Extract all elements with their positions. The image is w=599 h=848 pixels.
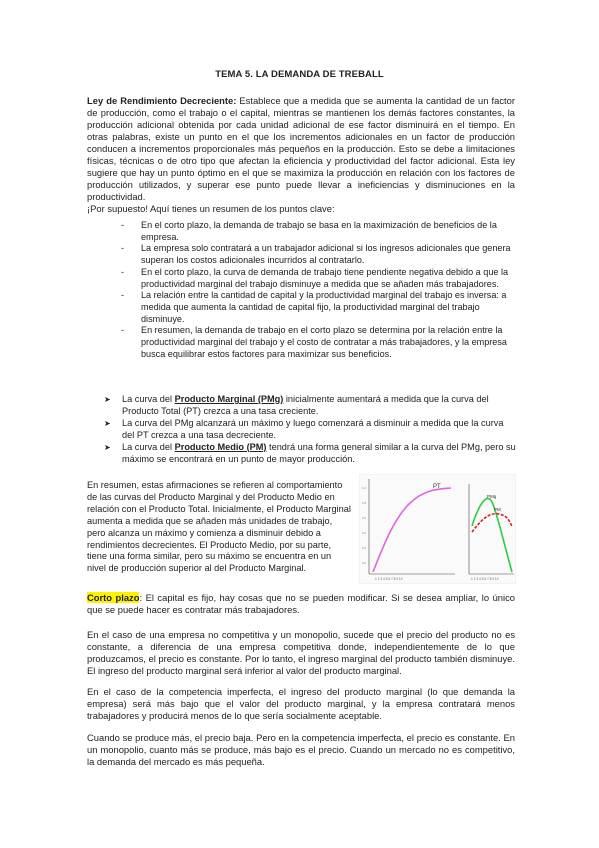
term-pm: Producto Medio (PM) (174, 441, 267, 452)
list-item: - En el corto plazo, la curva de demanda de trabajo tiene pendiente negativa debido a que la productividad marginal del trabajo disminuye a medida que se añaden más trabajadores. (121, 266, 509, 289)
svg-text:0.0: 0.0 (362, 561, 367, 565)
term-pmg: Producto Marginal (PMg) (174, 394, 284, 404)
svg-text:0.4: 0.4 (362, 531, 367, 535)
svg-text:1.0: 1.0 (362, 486, 367, 490)
list-item: ➤ La curva del Producto Medio (PM) tendrá una forma general similar a la curva del PMg, pero su máximo se encontrará en un punto de mayor producción. (104, 441, 516, 464)
short-run-paragraph (87, 592, 515, 616)
pt-label: PT (433, 484, 441, 490)
intro-text: Establece que a medida que se aumenta la cantidad de un factor de producción, como el trabajo o el capital, mientras se mantienen los demás factores constantes, la producción adicional obtenida por cada unidad adicional de ese factor disminuirá en el tiempo. En otras palabras, existe un punto en el que los incrementos adicionales en un factor de producción conducen a incrementos proporcionales más pequeños en la producción. Esto se debe a limitaciones físicas, técnicas o de otro tipo que afectan la eficiencia y productividad del factor adicional. Esta ley sugiere que hay un punto óptimo en el que se maximiza la producción en relación con los factores de producción utilizados, y superar ese punto puede llevar a ineficiencias y disminuciones en la productividad. (87, 95, 515, 203)
left-x-ticks (375, 577, 403, 581)
list-item: - La relación entre la cantidad de capital y la productividad marginal del trabajo es inversa: a medida que aumenta la cantidad de capital fijo, la productividad marginal del trabajo disminuye. (121, 290, 507, 324)
production-curves-figure (359, 474, 516, 584)
short-run-label: Corto plazo (87, 592, 140, 603)
pm-label: PM (494, 507, 501, 512)
list-item: - La empresa solo contratará a un trabajador adicional si los ingresos adicionales que genera superan los costos adicionales incurridos al contratarlo. (121, 243, 511, 266)
svg-text:0.8: 0.8 (362, 501, 367, 505)
paragraph-imperfect-competition: En el caso de la competencia imperfecta, el ingreso del producto marginal (lo que demanda la empresa) será más bajo que el valor del producto marginal, y la empresa contratará menos trabajadores y producirá menos de lo que sería socialmente aceptable. (87, 686, 515, 722)
intro-paragraph (87, 95, 515, 215)
key-points-list (121, 220, 515, 360)
svg-text:0.6: 0.6 (362, 516, 367, 520)
dash-bullet: - (121, 220, 125, 230)
short-run-text: : El capital es fijo, hay cosas que no se pueden modificar. Si se desea ampliar, lo único que se puede hacer es contratar más trabajadores. (87, 592, 515, 616)
list-item: - En el corto plazo, la demanda de trabajo se basa en la maximización de beneficios de la empresa. (121, 220, 497, 242)
paragraph-noncompetitive: En el caso de una empresa no competitiva y un monopolio, sucede que el precio del producto no es constante, a diferencia de una empresa competitiva donde, independientemente de lo que produzcamos, el precio es constante. Por lo tanto, el ingreso marginal del producto también disminuye. El ingreso del producto marginal será inferior al valor del producto marginal. (87, 629, 515, 677)
svg-text:0.2: 0.2 (362, 546, 367, 550)
arrow-points-list (104, 394, 516, 465)
dash-bullet: - (121, 243, 125, 254)
arrow-bullet-icon: ➤ (104, 395, 111, 404)
svg-text:1 2 3 4 5 6 7 8 9 10: 1 2 3 4 5 6 7 8 9 10 (471, 577, 499, 581)
summary-paragraph: En resumen, estas afirmaciones se refieren al comportamiento de las curvas del Producto Marginal y del Producto Medio en relación con el Producto Total. Inicialmente, el Producto Marginal aumenta a medida que se añaden más unidades de trabajo, pero alcanza un máximo y comienza a disminuir debido a rendimientos decrecientes. El Producto Medio, por su parte, tiene una forma similar, pero su máximo se encuentra en un nivel de producción superior al del Producto Marginal. (87, 480, 351, 574)
list-item: - En resumen, la demanda de trabajo en el corto plazo se determina por la relación entre la productividad marginal del trabajo y el costo de contratar a más trabajadores, y la empresa busca equilibrar estos factores para maximizar sus beneficios. (121, 325, 507, 359)
paragraph-monopoly: Cuando se produce más, el precio baja. Pero en la competencia imperfecta, el precio es constante. En un monopolio, cuanto más se produce, más bajo es el precio. Cuando un mercado no es competitivo, la demanda del mercado es más pequeña. (87, 732, 515, 768)
dash-bullet: - (121, 325, 125, 336)
dash-bullet: - (121, 290, 125, 301)
right-x-ticks (471, 577, 499, 581)
intro-closing: ¡Por supuesto! Aquí tienes un resumen de los puntos clave: (87, 203, 335, 215)
pmg-label: PMg (487, 494, 497, 499)
page-title: TEMA 5. LA DEMANDA DE TREBALL (215, 69, 384, 80)
intro-heading: Ley de Rendimiento Decreciente: (87, 95, 237, 106)
list-item: ➤ La curva del PMg alcanzará un máximo y luego comenzará a disminuir a medida que la curva del PT crezca a una tasa decreciente. (104, 417, 504, 440)
dash-bullet: - (121, 266, 125, 277)
arrow-bullet-icon: ➤ (104, 418, 111, 428)
arrow-bullet-icon: ➤ (104, 442, 111, 452)
figure-background (359, 474, 516, 584)
list-item: ➤ La curva del Producto Marginal (PMg) inicialmente aumentará a medida que la curva del Producto Total (PT) crezca a una tasa creciente. (104, 394, 489, 416)
svg-text:1 2 3 4 5 6 7 8 9 10: 1 2 3 4 5 6 7 8 9 10 (375, 577, 403, 581)
